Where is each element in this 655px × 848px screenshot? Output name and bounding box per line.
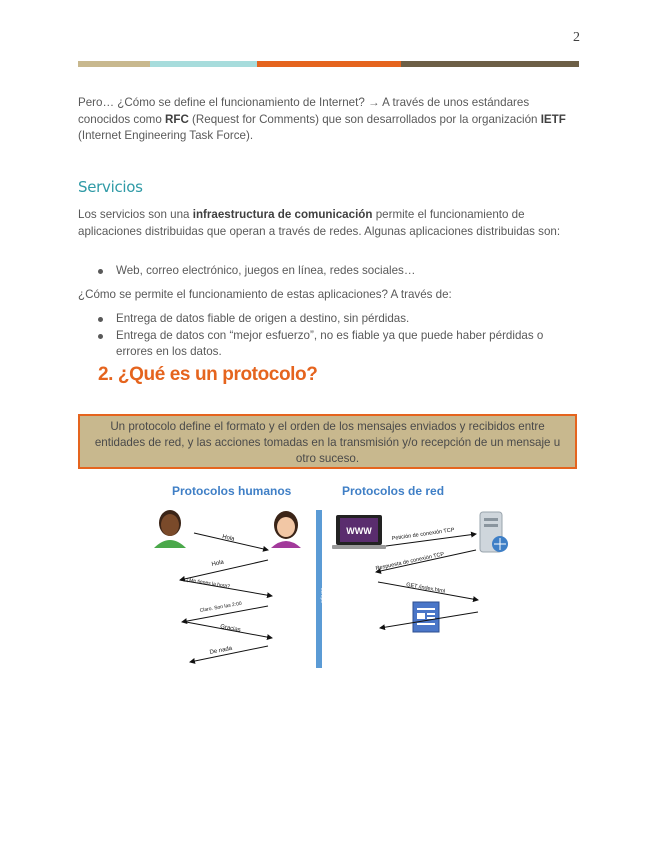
human-protocols-title: Protocolos humanos <box>172 484 292 498</box>
www-label: WWW <box>346 526 372 536</box>
list-item-text: Web, correo electrónico, juegos en línea, redes sociales… <box>116 264 416 277</box>
page-number: 2 <box>573 30 580 45</box>
servicios-text: permite el funcionamiento de aplicaciones distribuidas que operan a través de redes. Algunas aplicaciones distribuidas son: <box>78 208 561 238</box>
human-message-labels <box>186 534 243 656</box>
list-item <box>78 311 578 328</box>
intro-text: (Internet Engineering Task Force). <box>78 129 254 142</box>
servicios-text: Los servicios son una <box>78 208 193 221</box>
color-bar-segment <box>150 61 257 67</box>
network-message-labels <box>375 527 455 595</box>
bullet-icon <box>98 334 103 339</box>
intro-text: Pero… ¿Cómo se define el funcionamiento de Internet? → A través de unos estándares conocidos como <box>78 96 530 126</box>
message-label: Claro. Son las 2:00 <box>199 600 243 614</box>
question-paragraph: ¿Cómo se permite el funcionamiento de estas aplicaciones? A través de: <box>78 288 452 301</box>
human-message-arrows <box>180 533 272 662</box>
color-bar-segment <box>78 61 150 67</box>
rfc-term: RFC <box>165 112 189 126</box>
protocol-diagram <box>150 478 520 678</box>
message-label: GET /index.html <box>405 582 446 595</box>
message-label: Respuesta de conexión TCP <box>375 551 445 572</box>
bullet-icon <box>98 269 103 274</box>
message-label: Petición de conexión TCP <box>391 527 455 542</box>
laptop-icon <box>332 515 386 549</box>
list-item-text: Entrega de datos fiable de origen a destino, sin pérdidas. <box>116 312 410 325</box>
delivery-list <box>78 311 578 361</box>
list-item <box>78 263 578 280</box>
list-item-text: Entrega de datos con “mejor esfuerzo”, no es fiable ya que puede haber pérdidas o errores en los datos. <box>116 328 544 358</box>
message-label: Hola <box>221 534 235 543</box>
message-arrow <box>180 560 268 580</box>
intro-text: (Request for Comments) que son desarrollados por la organización <box>188 112 541 126</box>
header-color-bar <box>78 61 579 67</box>
applications-list <box>78 263 578 280</box>
definition-box: Un protocolo define el formato y el orden de los mensajes enviados y recibidos entre entidades de red, y las acciones tomadas en la transmisión y/o recepción de un mensaje u otro suceso. <box>78 414 577 469</box>
message-label: De nada <box>209 645 233 656</box>
message-label: Hola <box>211 559 225 568</box>
server-icon <box>480 512 508 552</box>
bullet-icon <box>98 317 103 322</box>
network-protocols-title: Protocolos de red <box>342 484 445 498</box>
servicios-term: infraestructura de comunicación <box>192 208 373 221</box>
message-label: ¿Me tienes la hora? <box>185 577 231 590</box>
list-item <box>78 328 578 361</box>
document-icon <box>413 602 439 632</box>
intro-paragraph <box>78 95 578 145</box>
color-bar-segment <box>401 61 579 67</box>
time-axis-label: tiempo <box>319 588 325 604</box>
servicios-paragraph <box>78 207 578 240</box>
protocolo-heading: 2. ¿Qué es un protocolo? <box>98 364 318 385</box>
man-icon <box>154 510 186 548</box>
message-label: Gracias <box>219 624 242 634</box>
ietf-term: IETF <box>540 112 566 126</box>
woman-icon <box>271 511 301 548</box>
color-bar-segment <box>257 61 401 67</box>
servicios-heading: Servicios <box>78 178 143 196</box>
